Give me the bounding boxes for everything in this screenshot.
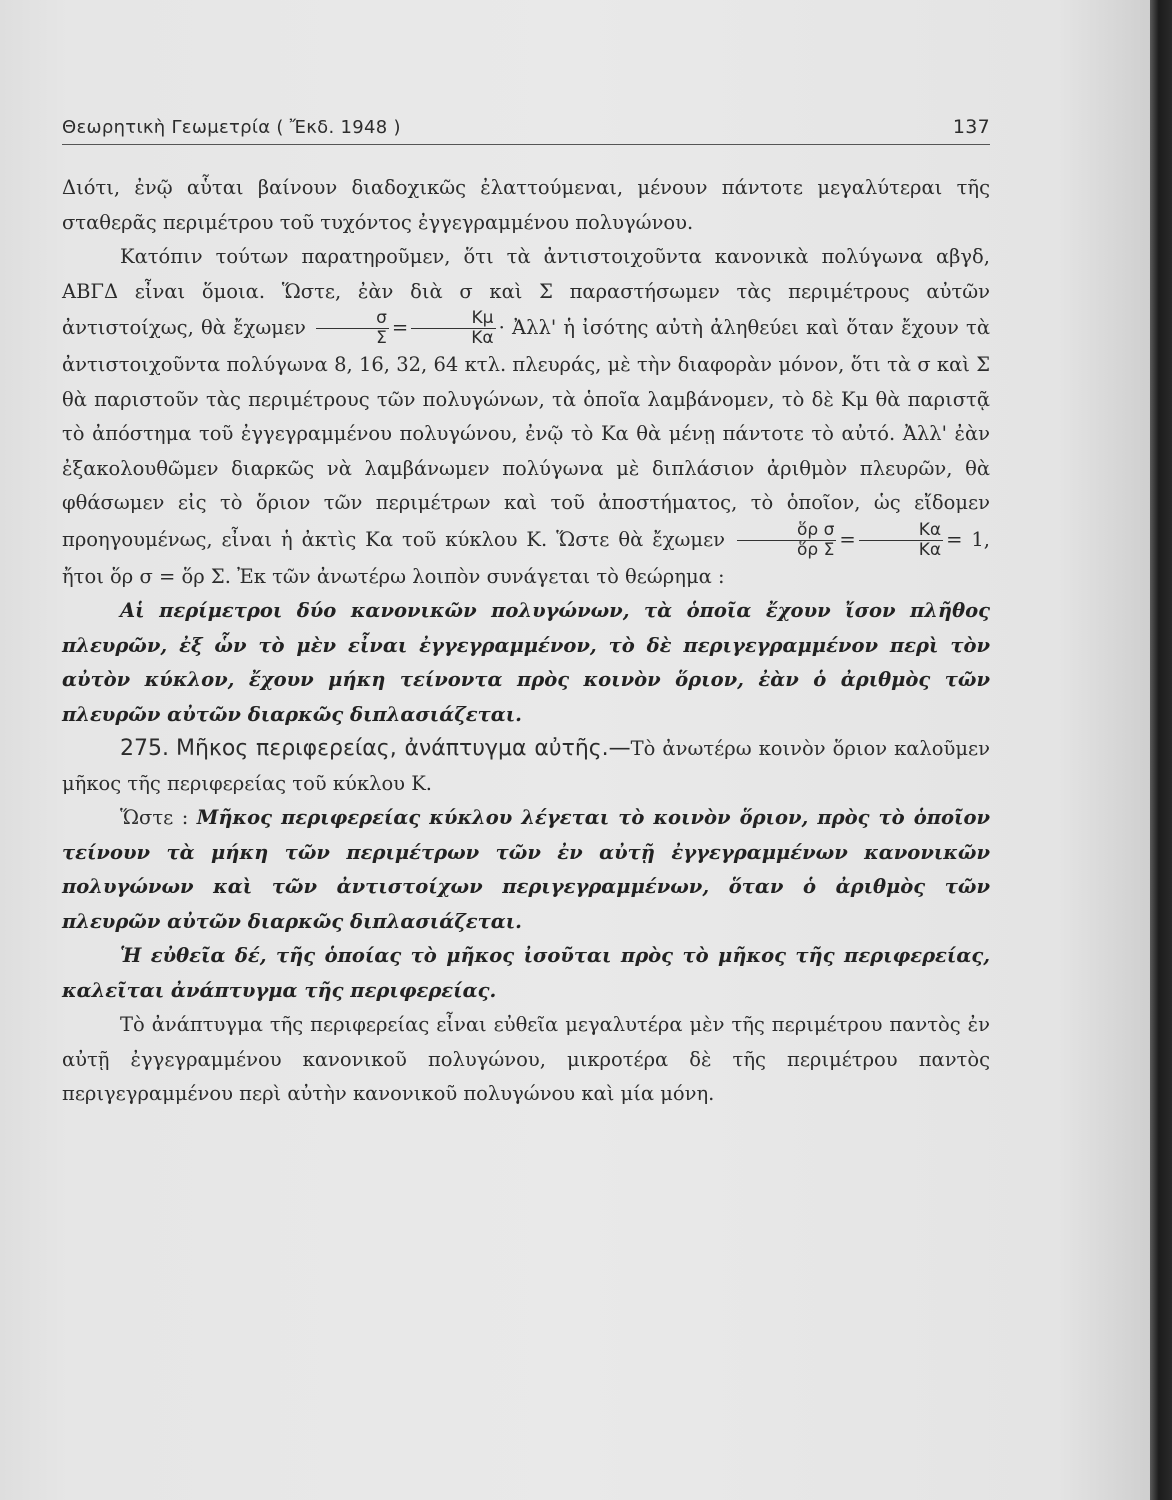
fraction-denominator: ὅρ Σ [797, 539, 835, 560]
running-title: Θεωρητικὴ Γεωμετρία ( Ἔκδ. 1948 ) [62, 117, 401, 138]
definition-circumference [62, 801, 990, 939]
text-run: ἤτοι ὅρ σ = ὅρ Σ. Ἐκ τῶν ἀνωτέρω λοιπὸν συνάγεται τὸ θεώρημα : [62, 564, 725, 588]
section-text: Τὸ ἀνωτέρω κοινὸν ὅριον καλοῦμεν μῆκος τῆς περιφερείας τοῦ κύκλου Κ. [62, 737, 991, 795]
fraction-numerator: Κμ [411, 309, 495, 329]
theorem-statement: Αἱ περίμετροι δύο κανονικῶν πολυγώνων, τὰ ὁποῖα ἔχουν ἴσον πλῆθος πλευρῶν, ἐξ ὧν τὸ μὲν εἶναι ἐγγεγραμμένον, τὸ δὲ περιγεγραμμένον περὶ τὸν αὐτὸν κύκλον, ἔχουν μήκη τείνοντα πρὸς κοινὸν ὅριον, ἐὰν ὁ ἀριθμὸς τῶν πλευρῶν αὐτῶν διαρκῶς διπλασιάζεται. [62, 599, 990, 726]
fraction-limit-sigma [737, 521, 836, 560]
paragraph-continuation: Διότι, ἐνῷ αὗται βαίνουν διαδοχικῶς ἐλαττούμεναι, μένουν πάντοτε μεγαλύτεραι τῆς σταθερᾶς περιμέτρου τοῦ τυχόντος ἐγγεγραμμένου πολυγώνου. [62, 176, 990, 234]
definition-development: Ἡ εὐθεῖα δέ, τῆς ὁποίας τὸ μῆκος ἰσοῦται πρὸς τὸ μῆκος τῆς περιφερείας, καλεῖται ἀνάπτυγμα τῆς περιφερείας. [62, 944, 990, 1002]
section-number: 275. [120, 736, 169, 761]
definition-text: Μῆκος περιφερείας κύκλου λέγεται τὸ κοινὸν ὅριον, πρὸς τὸ ὁποῖον τείνουν τὰ μήκη τῶν περιμέτρων τῶν ἐν αὐτῇ ἐγγεγραμμένων κανονικῶν πολυγώνων καὶ τῶν ἀντιστοίχων περιγεγραμμένων, ὅταν ὁ ἀριθμὸς τῶν πλευρῶν αὐτῶν διαρκῶς διπλασιάζεται. [62, 806, 990, 933]
fraction-numerator: ὅρ σ [737, 521, 836, 541]
page-number: 137 [952, 116, 990, 138]
equals-one: = 1, [946, 527, 990, 551]
fraction-sigma-over-Sigma [316, 309, 389, 348]
page-header [62, 116, 990, 145]
fraction-denominator: Κα [918, 539, 942, 560]
page-body [62, 171, 990, 1112]
equals-sign: = [839, 527, 856, 551]
fraction-Km-over-Ka [411, 309, 495, 348]
page-content [62, 116, 990, 1112]
text-run: Κατόπιν τούτων παρατηροῦμεν, ὅτι τὰ ἀντιστοιχοῦντα κανονικὰ πολύγωνα αβγδ, ΑΒΓΔ εἶναι ὅμοια. Ὥστε, ἐὰν διὰ σ καὶ Σ παραστήσωμεν τὰς περιμέτρους αὐτῶν ἀντιστοίχως, θὰ ἔχωμεν [62, 245, 990, 339]
text-run: · Ἀλλ' ἡ ἰσότης αὐτὴ ἀληθεύει καὶ ὅταν ἔχουν τὰ ἀντιστοιχοῦντα πολύγωνα 8, 16, 32, 64 κτλ. πλευράς, μὲ τὴν διαφορὰν μόνον, ὅτι τὰ σ καὶ Σ θὰ παριστοῦν τὰς περιμέτρους τῶν πολυγώνων, τὰ ὁποῖα λαμβάνομεν, τὸ δὲ Κμ θὰ παριστᾷ τὸ ἀπόστημα τοῦ ἐγγεγραμμένου πολυγώνου, ἐνῷ τὸ Κα θὰ μένῃ πάντοτε τὸ αὐτό. Ἀλλ' ἐὰν ἐξακολουθῶμεν διαρκῶς νὰ λαμβάνωμεν πολύγωνα μὲ διπλάσιον ἀριθμὸν πλευρῶν, θὰ φθάσωμεν εἰς τὸ ὅριον τῶν περιμέτρων καὶ τοῦ ἀποστήματος, τὸ ὁποῖον, ὡς εἴδομεν προηγουμένως, εἶναι ἡ ἀκτὶς Κα τοῦ κύκλου Κ. [62, 316, 990, 551]
section-275 [62, 732, 990, 801]
fraction-denominator: Κα [471, 328, 494, 348]
page-edge-shadow [1150, 0, 1172, 1500]
equals-sign: = [391, 316, 409, 339]
fraction-Ka-over-Ka [859, 521, 943, 560]
fraction-numerator: σ [316, 309, 389, 329]
paragraph-similar-polygons [62, 240, 990, 594]
definition-lead: Ὥστε : [120, 806, 189, 829]
section-title: Μῆκος περιφερείας, ἀνάπτυγμα αὐτῆς.— [176, 736, 631, 761]
fraction-denominator: Σ [376, 328, 387, 348]
paragraph-final: Τὸ ἀνάπτυγμα τῆς περιφερείας εἶναι εὐθεῖα μεγαλυτέρα μὲν τῆς περιμέτρου παντὸς ἐν αὐτῇ ἐγγεγραμμένου κανονικοῦ πολυγώνου, μικροτέρα δὲ τῆς περιμέτρου παντὸς περιγεγραμμένου περὶ αὐτὴν κανονικοῦ πολυγώνου καὶ μία μόνη. [62, 1013, 990, 1105]
fraction-numerator: Κα [859, 521, 943, 541]
text-run: Ὥστε θὰ ἔχωμεν [556, 527, 726, 551]
